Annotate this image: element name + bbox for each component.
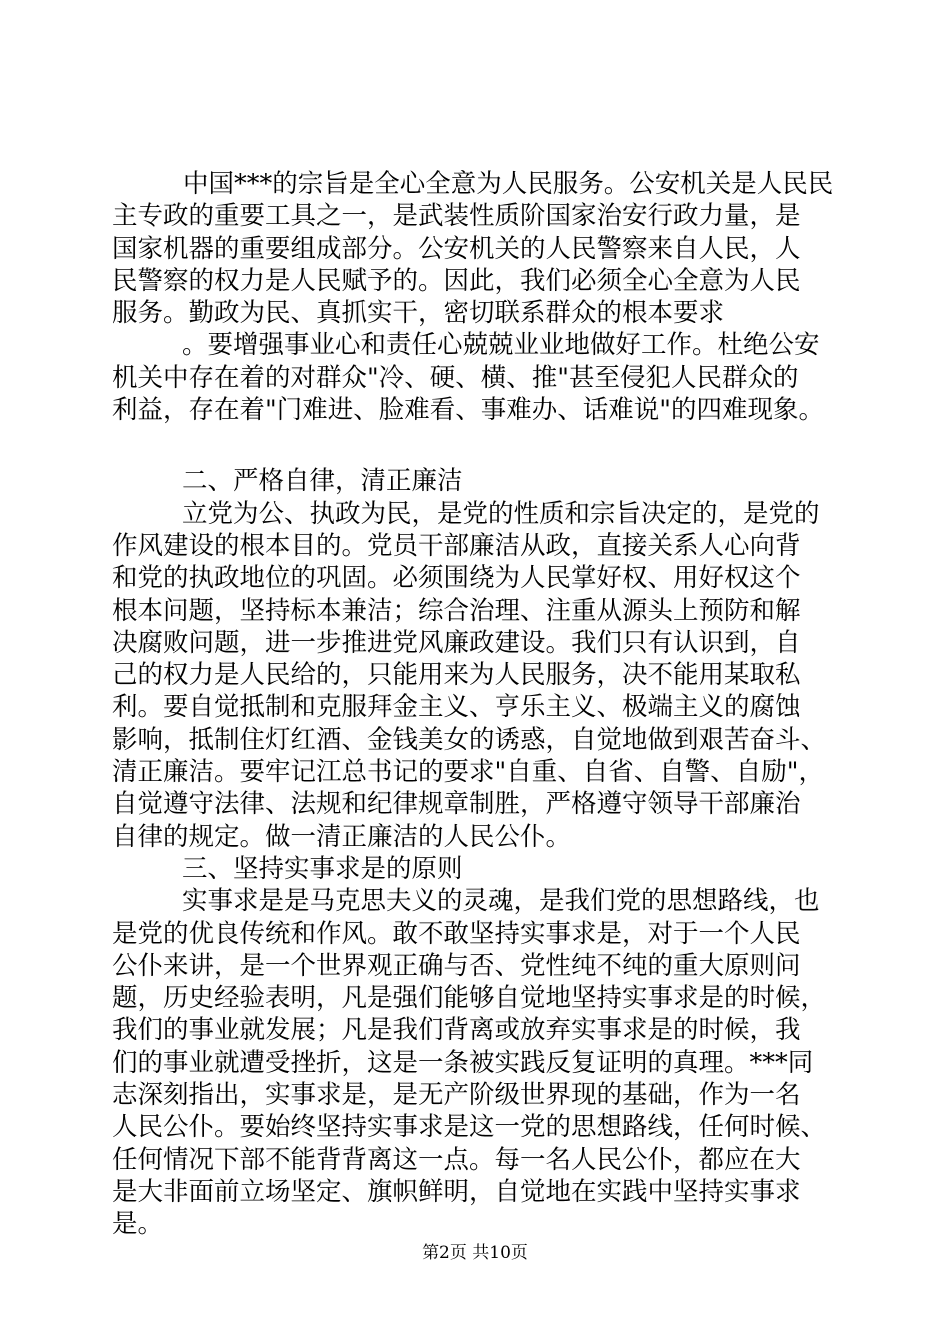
text-line: 中国***的宗旨是全心全意为人民服务。公安机关是人民民 xyxy=(183,169,834,199)
text-line: 作风建设的根本目的。党员干部廉洁从政，直接关系人心向背 xyxy=(112,530,801,561)
text-line: 公仆来讲，是一个世界观正确与否、党性纯不纯的重大原则问 xyxy=(112,950,801,981)
page-number-footer: 第2页 共10页 xyxy=(422,1243,528,1263)
text-line: 自觉遵守法律、法规和纪律规章制胜，严格遵守领导干部廉治 xyxy=(112,789,801,820)
text-line: 清正廉洁。要牢记江总书记的要求"自重、自省、自警、自励"， xyxy=(112,757,824,788)
text-line: 我们的事业就发展；凡是我们背离或放弃实事求是的时候，我 xyxy=(112,1015,801,1046)
paragraph-purpose xyxy=(112,168,847,329)
text-line: 任何情况下部不能背背离这一点。每一名人民公仆，都应在大 xyxy=(112,1144,801,1175)
text-line: 立党为公、执政为民，是党的性质和宗旨决定的，是党的 xyxy=(182,498,820,529)
text-line: 国家机器的重要组成部分。公安机关的人民警察来自人民，人 xyxy=(112,233,801,264)
document-body xyxy=(112,168,847,1241)
text-line: 。要增强事业心和责任心兢兢业业地做好工作。杜绝公安 xyxy=(182,330,820,361)
text-line: 利益，存在着"门难进、脸难看、事难办、话难说"的四难现象。 xyxy=(112,395,824,426)
text-line: 主专政的重要工具之一，是武装性质阶国家治安行政力量，是 xyxy=(112,201,801,232)
text-line: 利。要自觉抵制和克服拜金主义、亨乐主义、极端主义的腐蚀 xyxy=(112,692,801,723)
section-gap xyxy=(112,426,847,465)
text-line: 己的权力是人民给的，只能用来为人民服务，决不能用某取私 xyxy=(112,660,801,691)
section-heading-3: 三、坚持实事求是的原则 xyxy=(182,853,463,884)
paragraph-work-attitude xyxy=(112,329,847,426)
paragraph-self-discipline xyxy=(112,498,847,853)
text-line: 是。 xyxy=(112,1209,164,1240)
text-line: 民警察的权力是人民赋予的。因此，我们必须全心全意为人民 xyxy=(112,265,801,296)
text-line: 题，历史经验表明，凡是强们能够自觉地坚持实事求是的时候， xyxy=(112,983,827,1014)
section-heading-2: 二、严格自律，清正廉洁 xyxy=(182,466,463,497)
text-line: 是大非面前立场坚定、旗帜鲜明，自觉地在实践中坚持实事求 xyxy=(112,1176,801,1207)
text-line: 人民公仆。要始终坚持实事求是这一党的思想路线，任何时候、 xyxy=(112,1112,827,1143)
text-line: 和党的执政地位的巩固。必须围绕为人民掌好权、用好权这个 xyxy=(112,563,801,594)
text-line: 们的事业就遭受挫折，这是一条被实践反复证明的真理。***同 xyxy=(112,1047,814,1078)
text-line: 实事求是是马克思夫义的灵魂，是我们党的思想路线，也 xyxy=(182,886,820,917)
text-line: 机关中存在着的对群众"冷、硬、横、推"甚至侵犯人民群众的 xyxy=(112,362,799,393)
text-line: 决腐败问题，进一步推进党风廉政建设。我们只有认识到，自 xyxy=(112,627,801,658)
paragraph-seek-truth xyxy=(112,885,847,1240)
text-line: 自律的规定。做一清正廉洁的人民公仆。 xyxy=(112,821,572,852)
text-line: 志深刻指出，实事求是，是无产阶级世界现的基础，作为一名 xyxy=(112,1080,801,1111)
text-line: 根本问题，坚持标本兼洁；综合治理、注重从源头上预防和解 xyxy=(112,595,801,626)
text-line: 影响，抵制住灯红酒、金钱美女的诱惑，自觉地做到艰苦奋斗、 xyxy=(112,724,827,755)
text-line: 服务。勤政为民、真抓实干，密切联系群众的根本要求 xyxy=(112,298,725,329)
text-line: 是党的优良传统和作风。敢不敢坚持实事求是，对于一个人民 xyxy=(112,918,801,949)
